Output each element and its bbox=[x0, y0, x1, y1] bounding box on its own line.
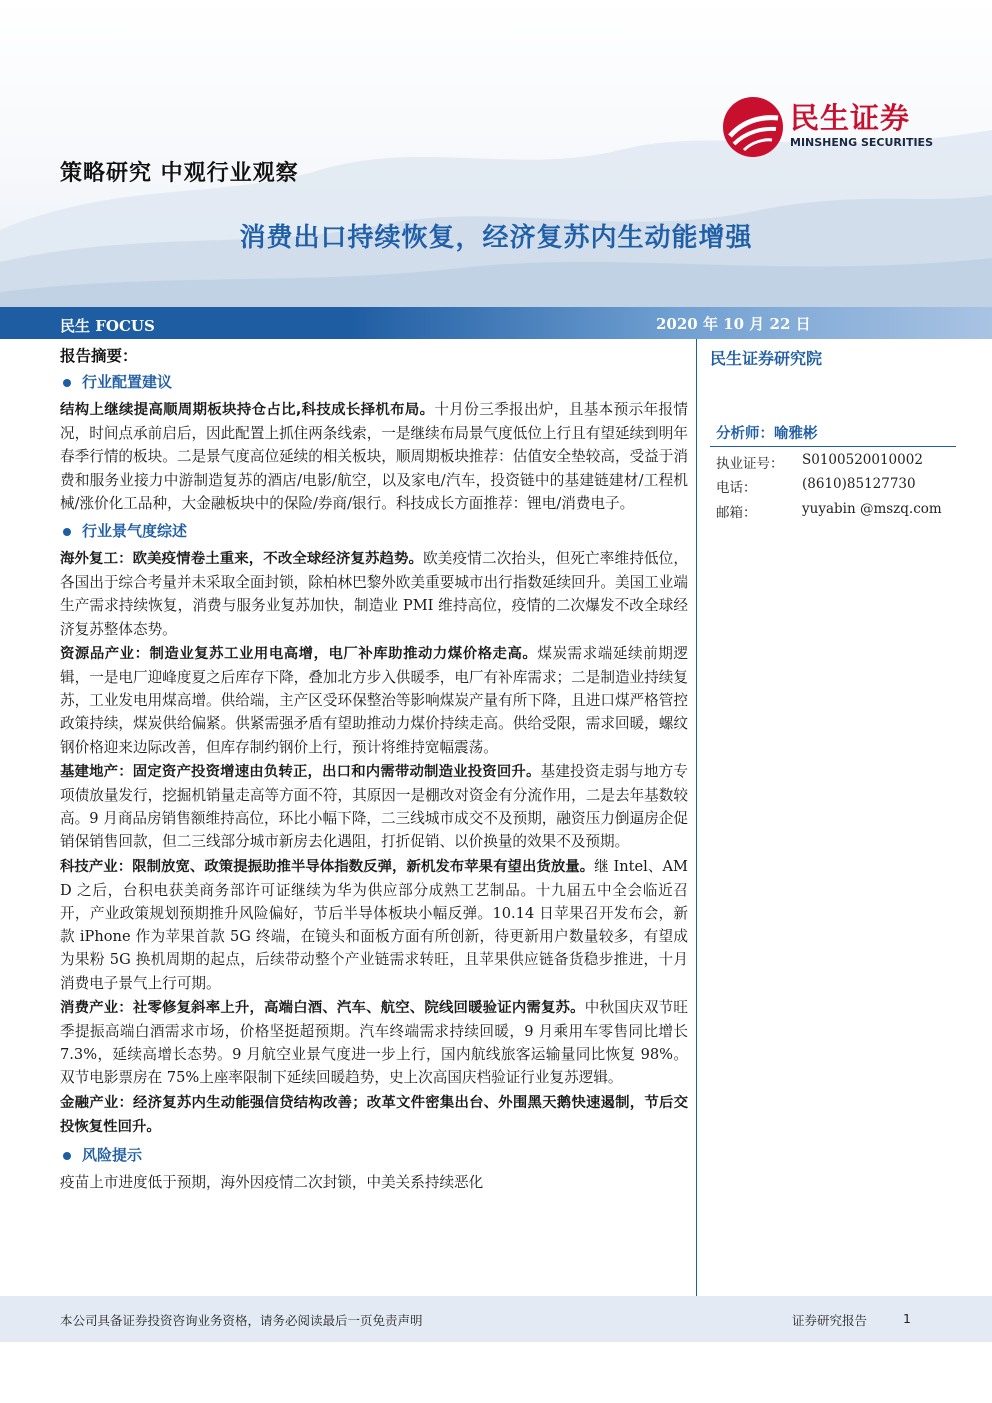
info-row-license bbox=[716, 452, 923, 472]
report-title: 消费出口持续恢复，经济复苏内生动能增强 bbox=[239, 223, 753, 253]
paragraph bbox=[60, 996, 688, 1090]
paragraph bbox=[60, 855, 688, 995]
paragraph-lead: 基建地产：固定资产投资增速由负转正，出口和内需带动制造业投资回升。 bbox=[60, 763, 541, 780]
info-value: (8610)85127730 bbox=[802, 476, 916, 492]
bullet-dot-icon bbox=[63, 1152, 71, 1160]
paragraph-lead: 资源品产业：制造业复苏工业用电高增，电厂补库助推动力煤价格走高。 bbox=[60, 645, 538, 662]
section-heading-prosperity bbox=[60, 519, 688, 543]
header-background bbox=[0, 0, 992, 310]
section-title: 行业配置建议 bbox=[82, 373, 173, 391]
page-number: 1 bbox=[903, 1311, 911, 1326]
section-title: 行业景气度综述 bbox=[82, 522, 188, 541]
column-name: 民生 FOCUS bbox=[60, 317, 155, 335]
sidebar bbox=[710, 346, 960, 521]
paragraph-lead: 结构上继续提高顺周期板块持仓占比,科技成长择机布局。 bbox=[60, 402, 435, 418]
paragraph-body: 基建投资走弱与地方专项债放量发行，挖掘机销量走高等方面不符，其原因一是棚改对资金有分流作用，二是去年基数较高。9 月商品房销售额维持高位，环比小幅下降，二三线城市成交不及预期，融资压力倒逼房企促销保销售回款，但二三线部分城市新房去化遇阻，打折促销、以价换量的效果不及预期。 bbox=[60, 762, 688, 851]
report-date: 2020 年 10 月 22 日 bbox=[656, 315, 811, 333]
paragraph bbox=[60, 1171, 688, 1195]
report-series: 策略研究 中观行业观察 bbox=[60, 161, 299, 186]
summary-heading: 报告摘要： bbox=[60, 346, 138, 365]
info-label: 邮箱： bbox=[716, 505, 757, 521]
page-footer bbox=[0, 1296, 992, 1342]
paragraph-body: 十月份三季报出炉，且基本预示年报情况，时间点承前启后，因此配置上抓住两条线索，一是继续布局景气度低位上行且有望延续到明年春季行情的板块。二是景气度高位延续的相关板块，顺周期板块推荐：估值安全垫较高，受益于消费和服务业接力中游制造复苏的酒店/电影/航空，以及家电/汽车，投资链中的基建链建材/工程机械/涨价化工品种，大金融板块中的保险/券商/银行。科技成长方面推荐：锂电/消费电子。 bbox=[60, 401, 688, 512]
paragraph-lead: 海外复工：欧美疫情卷土重来，不改全球经济复苏趋势。 bbox=[60, 551, 424, 568]
section-title: 风险提示 bbox=[82, 1146, 143, 1165]
info-label: 执业证号： bbox=[716, 456, 784, 472]
bullet-dot-icon bbox=[63, 528, 71, 536]
paragraph bbox=[60, 398, 688, 515]
analyst-name: 分析师：喻雅彬 bbox=[716, 425, 818, 442]
summary-column bbox=[60, 344, 688, 1279]
paragraph-lead: 金融产业：经济复苏内生动能强信贷结构改善；改革文件密集出台、外围黑天鹅快速遏制，节后交投恢复性回升。 bbox=[60, 1094, 688, 1135]
footer-doc-type: 证券研究报告 bbox=[792, 1313, 868, 1328]
column-banner bbox=[0, 307, 992, 339]
info-row-email bbox=[716, 501, 942, 521]
info-value: S0100520010002 bbox=[802, 452, 923, 468]
paragraph bbox=[60, 1091, 688, 1139]
paragraph-lead: 消费产业：社零修复斜率上升，高端白酒、汽车、航空、院线回暖验证内需复苏。 bbox=[60, 999, 585, 1016]
column-divider bbox=[696, 339, 697, 1296]
section-heading-allocation bbox=[60, 370, 688, 394]
paragraph-body: 欧美疫情二次抬头，但死亡率维持低位，各国出于综合考量并未采取全面封锁，除柏林巴黎外欧美重要城市出行指数延续回升。美国工业端生产需求持续恢复，消费与服务业复苏加快，制造业 PMI 维持高位，疫情的二次爆发不改全球经济复苏整体态势。 bbox=[60, 550, 688, 638]
minsheng-logo-icon bbox=[722, 96, 784, 158]
paragraph-body: 煤炭需求端延续前期逻辑，一是电厂迎峰度夏之后库存下降，叠加北方步入供暖季，电厂有补库需求；二是制造业持续复苏，工业发电用煤高增。供给端，主产区受环保整治等影响煤炭产量有所下降，且进口煤严格管控政策持续，煤炭供给偏紧。供紧需强矛盾有望助推动力煤价持续走高。供给受限，需求回暖，螺纹钢价格迎来边际改善，但库存制约钢价上行，预计将维持宽幅震荡。 bbox=[60, 644, 688, 756]
paragraph-body: 中秋国庆双节旺季提振高端白酒需求市场，价格坚挺超预期。汽车终端需求持续回暖，9 月乘用车零售同比增长 7.3%，延续高增长态势。9 月航空业景气度进一步上行，国内航线旅客运输量同比恢复 98%。双节电影票房在 75%上座率限制下延续回暖趋势，史上次高国庆档验证行业复苏逻辑。 bbox=[60, 998, 688, 1087]
info-row-phone bbox=[716, 476, 916, 496]
info-label: 电话： bbox=[716, 480, 757, 496]
section-heading-risk bbox=[60, 1143, 688, 1167]
paragraph-body: 继 Intel、AMD 之后，台积电获美商务部许可证继续为华为供应部分成熟工艺制品。十九届五中全会临近召开，产业政策规划预期推升风险偏好，节后半导体板块小幅反弹。10.14 日苹果召开发布会，新款 iPhone 作为苹果首款 5G 终端，在镜头和面板方面有所创新，待更新用户数量较多，有望成为果粉 5G 换机周期的起点，后续带动整个产业链需求转旺，且苹果供应链备货稳步推进，十月消费电子景气上行可期。 bbox=[60, 857, 688, 992]
footer-disclaimer: 本公司具备证券投资咨询业务资格，请务必阅读最后一页免责声明 bbox=[60, 1313, 423, 1328]
paragraph bbox=[60, 760, 688, 854]
info-value[interactable]: yuyabin @mszq.com bbox=[802, 501, 942, 517]
brand-logo bbox=[722, 96, 962, 156]
analyst-underline bbox=[710, 446, 956, 447]
brand-name-cn: 民生证券 bbox=[790, 101, 911, 135]
paragraph-lead: 科技产业：限制放宽、政策提振助推半导体指数反弹，新机发布苹果有望出货放量。 bbox=[60, 858, 595, 875]
paragraph-body: 疫苗上市进度低于预期，海外因疫情二次封锁，中美关系持续恶化 bbox=[60, 1174, 484, 1192]
brand-name-en: MINSHENG SECURITIES bbox=[790, 136, 933, 149]
paragraph bbox=[60, 547, 688, 641]
bullet-dot-icon bbox=[63, 379, 71, 387]
paragraph bbox=[60, 642, 688, 759]
institute-name: 民生证券研究院 bbox=[710, 349, 823, 368]
